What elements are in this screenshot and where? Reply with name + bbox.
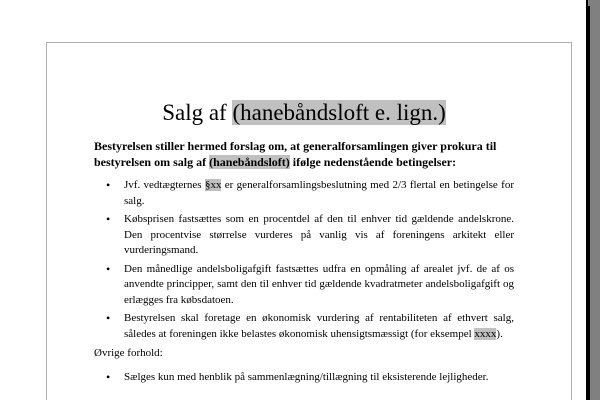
list-item-text: Bestyrelsen skal foretage en økonomisk vurdering af rentabiliteten af ethvert salg, således at foreningen ikke belastes økonomisk uhensigtsmæssigt (for eksempel — [124, 312, 514, 340]
bullet-icon: • — [106, 261, 111, 276]
bullet-icon: • — [106, 178, 111, 192]
section-heading: Øvrige forhold: — [94, 347, 163, 359]
conditions-list — [94, 178, 514, 342]
document-content[interactable] — [94, 98, 514, 388]
list-item — [94, 370, 514, 386]
list-item-text: ). — [496, 327, 503, 340]
bullet-icon: • — [106, 311, 111, 325]
list-item-highlight: xxxx — [474, 327, 497, 340]
list-item — [94, 311, 514, 342]
list-item-text: Jvf. vedtægternes — [124, 179, 205, 191]
list-item-text: er generalforsamlingsbeslutning med 2/3 flertal en betingelse for salg. — [124, 179, 514, 207]
intro-text-1: Bestyrelsen stiller hermed forslag om, at generalforsamlingen giver prokura til bestyrelsen om salg af — [94, 139, 497, 169]
bullet-icon: • — [106, 212, 111, 226]
list-item-text: Den månedlige andelsboligafgift fastsættes udfra en opmåling af arealet jvf. de af os anvendte principper, samt den til enhver tid gældende kvadratmeter andelsboligafgift og erlægges fra købsdatoen. — [124, 262, 514, 306]
page-shadow — [586, 6, 590, 400]
list-item-text: Sælges kun med henblik på sammenlægning/tillægning til eksisterende lejligheder. — [124, 370, 489, 383]
intro-text-2: ifølge nedenstående betingelser: — [289, 155, 457, 169]
bullet-icon: • — [106, 369, 111, 384]
list-item — [94, 262, 514, 309]
other-conditions-list — [94, 370, 514, 386]
intro-highlight: (hanebåndsloft) — [209, 155, 290, 169]
list-item-text: Købsprisen fastsættes som en procentdel af den til enhver tid gældende andelskrone. Den procentvise størrelse vurderes på vanlig vis af foreningens arkitekt eller vurderingsmand. — [124, 213, 514, 256]
list-item — [94, 178, 514, 209]
title-highlight: (hanebåndsloft e. lign.) — [232, 100, 446, 125]
title-text: Salg af — [162, 100, 233, 125]
document-title — [94, 98, 514, 128]
list-item-highlight: §xx — [204, 179, 222, 191]
intro-paragraph — [94, 138, 514, 170]
list-item — [94, 212, 514, 259]
